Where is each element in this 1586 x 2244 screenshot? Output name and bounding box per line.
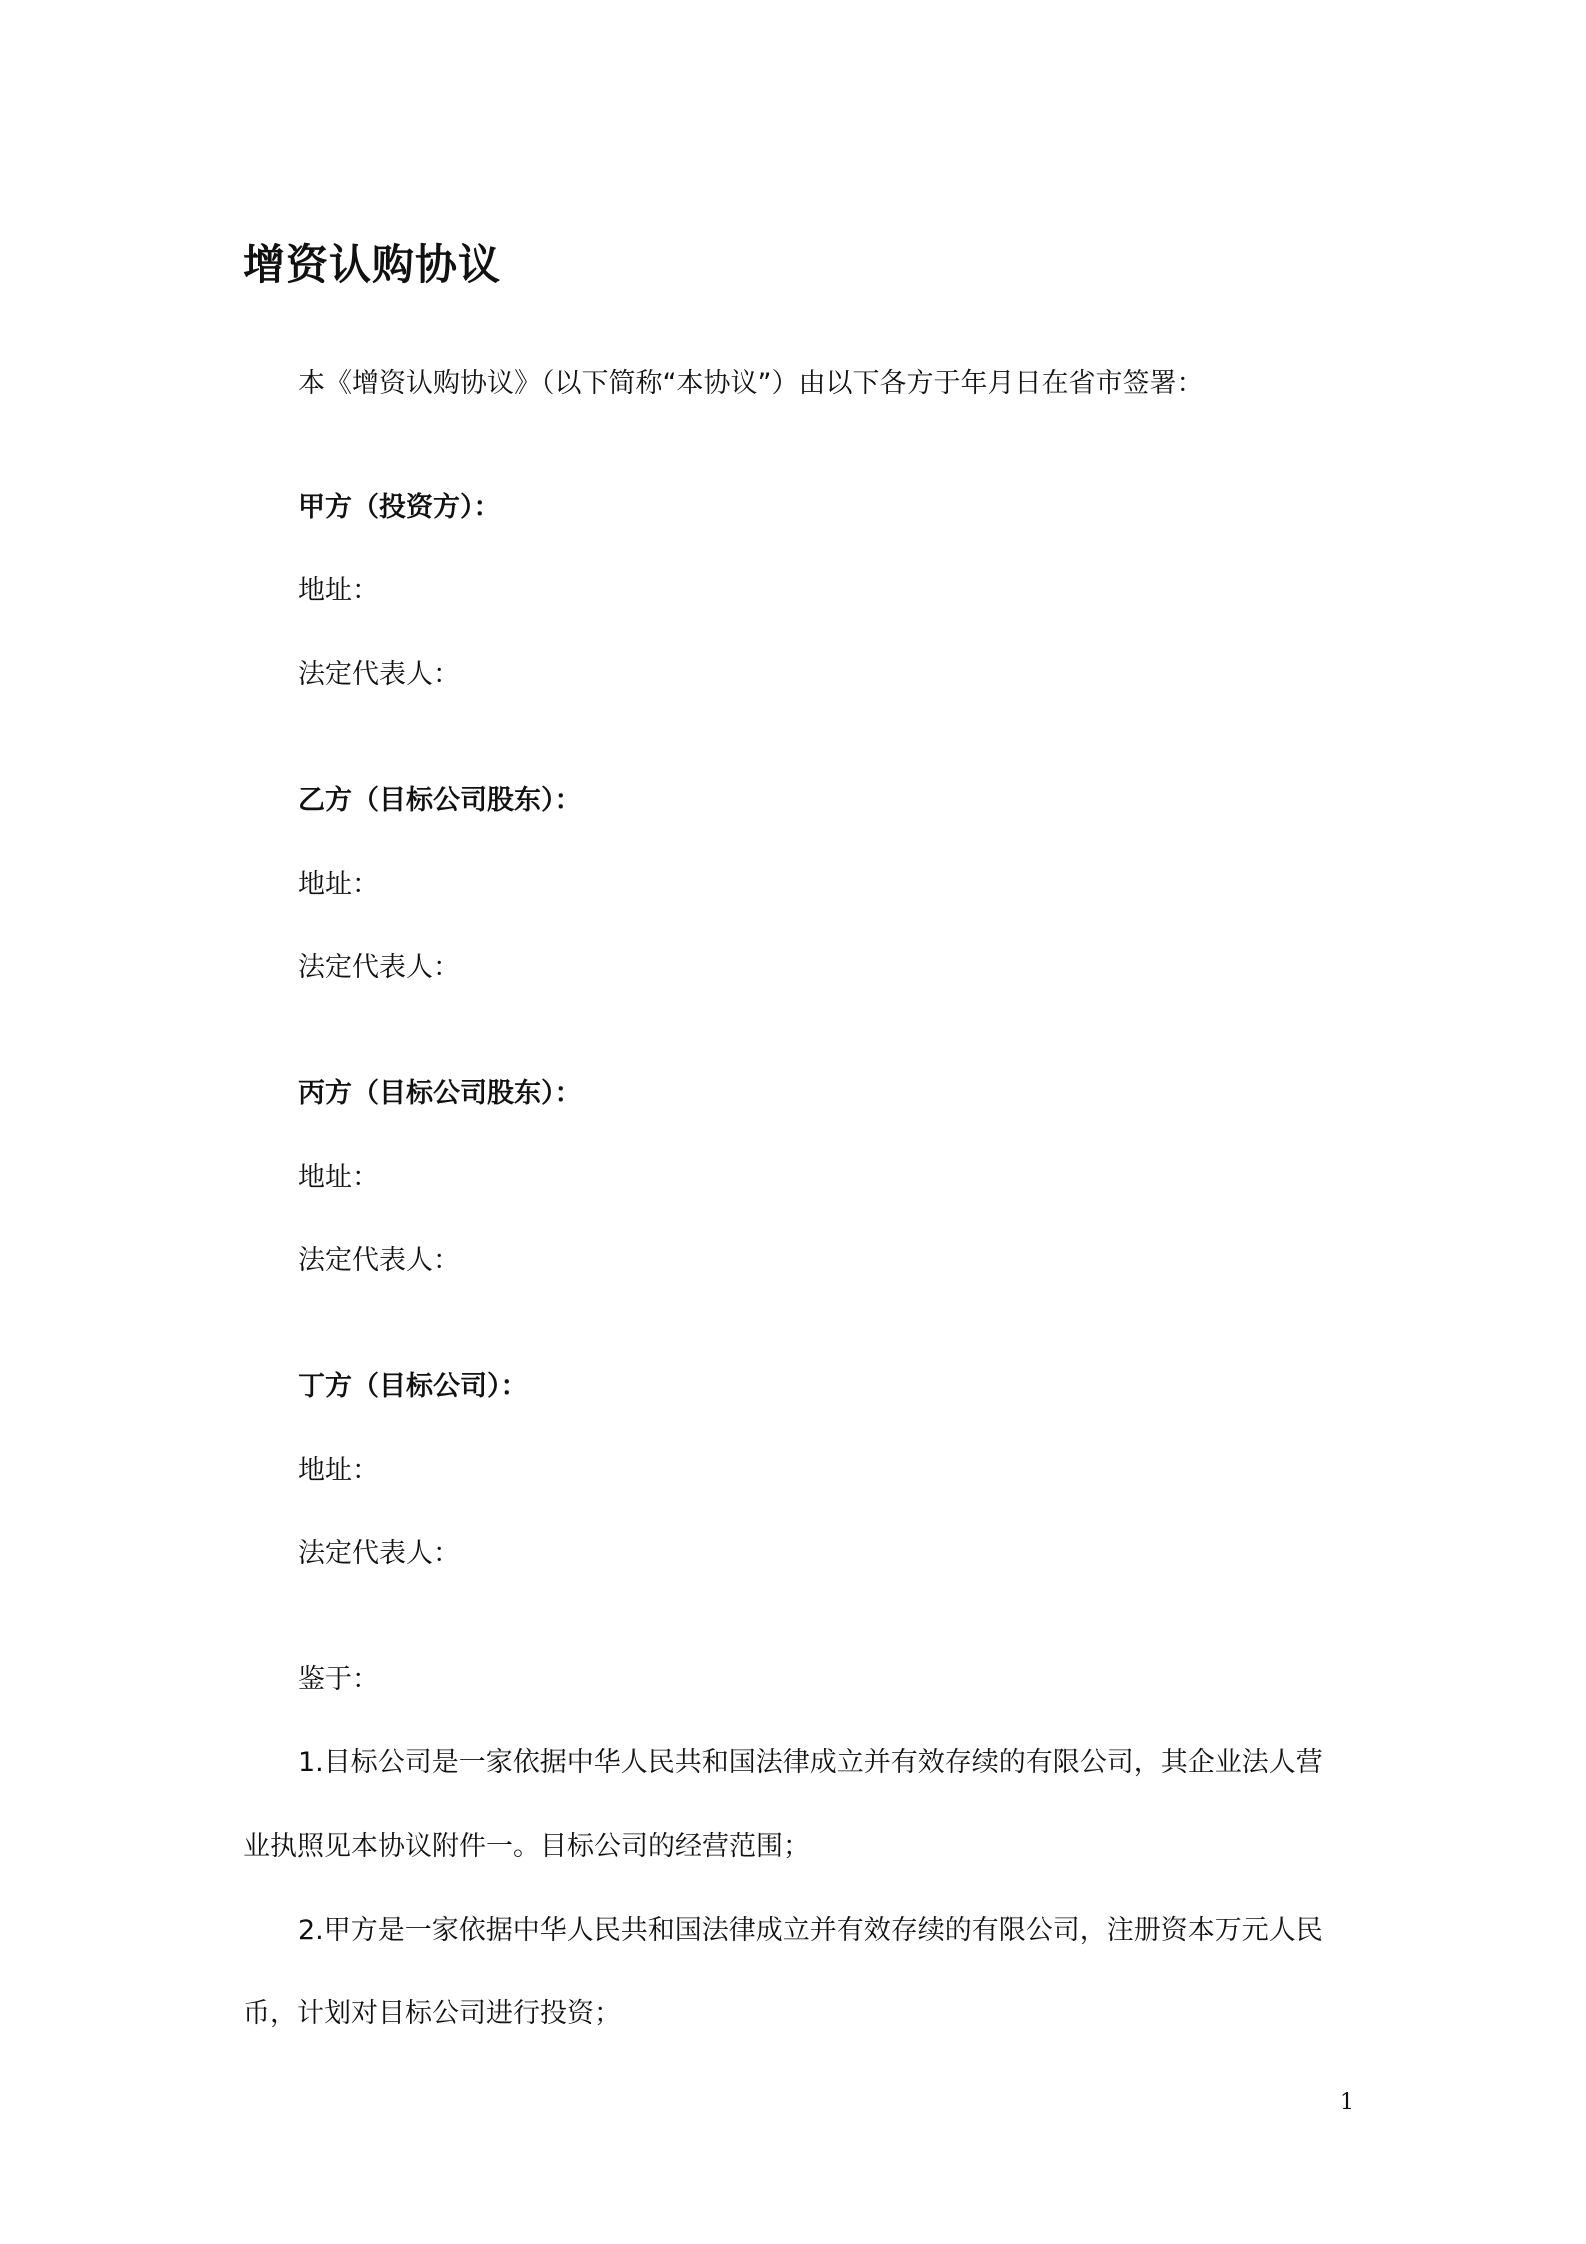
clause-2-line-1: 2.甲方是一家依据中华人民共和国法律成立并有效存续的有限公司，注册资本万元人民: [298, 1915, 1323, 1946]
intro-paragraph: 本《增资认购协议》（以下简称“本协议”）由以下各方于年月日在省市签署：: [298, 368, 1204, 399]
party-b-address: 地址：: [298, 869, 379, 900]
clause-2-line-2: 币，计划对目标公司进行投资；: [243, 1998, 621, 2029]
party-b-representative: 法定代表人：: [298, 952, 460, 983]
clause-1-line-1: 1.目标公司是一家依据中华人民共和国法律成立并有效存续的有限公司，其企业法人营: [298, 1747, 1323, 1778]
document-title: 增资认购协议: [243, 240, 502, 289]
party-c-representative: 法定代表人：: [298, 1245, 460, 1276]
party-a-name: 甲方（投资方）：: [298, 492, 501, 523]
whereas-label: 鉴于：: [298, 1664, 379, 1695]
party-a-representative: 法定代表人：: [298, 659, 460, 690]
clause-1-line-2: 业执照见本协议附件一。目标公司的经营范围；: [243, 1831, 810, 1862]
party-d-representative: 法定代表人：: [298, 1538, 460, 1569]
party-c-address: 地址：: [298, 1162, 379, 1193]
party-d-address: 地址：: [298, 1455, 379, 1486]
party-d-name: 丁方（目标公司）：: [298, 1371, 528, 1402]
party-b-name: 乙方（目标公司股东）：: [298, 785, 582, 816]
page-number: 1: [1340, 2090, 1354, 2115]
party-a-address: 地址：: [298, 575, 379, 606]
party-c-name: 丙方（目标公司股东）：: [298, 1078, 582, 1109]
